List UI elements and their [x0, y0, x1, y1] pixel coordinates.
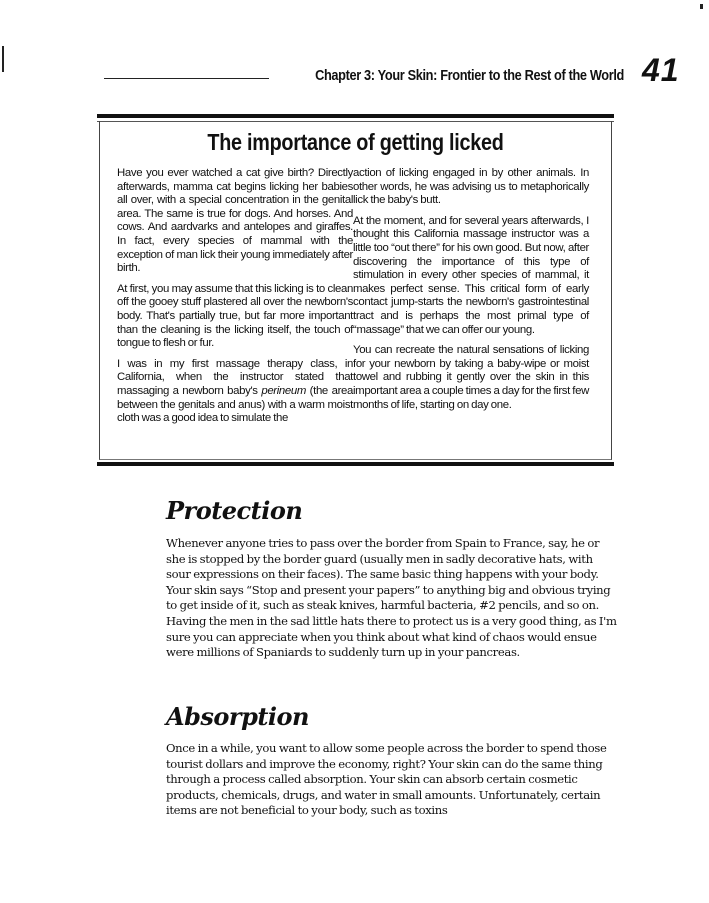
section-body-protection [166, 536, 618, 661]
running-title: Chapter 3: Your Skin: Frontier to the Rest of the World [315, 68, 624, 84]
body-paragraph: Whenever anyone tries to pass over the border from Spain to France, say, he or she is stopped by the border guard (usually men in sadly decorative hats, with sour expressions on their faces). The same basic thing happens with your body. Your skin says “Stop and present your papers” to anything big and obvious trying to get inside of it, such as steak knives, harmful bacteria, #2 pencils, and so on. Having the men in the sad little hats there to protect us is a very good thing, as I'm sure you can appreciate when you think about what kind of chaos would ensue were millions of Spaniards to suddenly turn up in your pancreas. [166, 536, 617, 660]
header-rule [104, 78, 269, 79]
sidebar-paragraph: At the moment, and for several years afterwards, I thought this California massage instructor was a little too “out there” for his own good. But now, after discovering the importance of this type of stimulation in every other species of mammal, it makes perfect sense. This critical form of early contact jump-starts the newborn's gastrointestinal tract and is perhaps the most primal type of “massage” that we can offer our young. [353, 214, 589, 336]
sidebar-box [97, 114, 614, 466]
sidebar-text: (the area between the genitals and anus) with a warm moist cloth was a good idea to simulate the [117, 384, 353, 425]
sidebar-bottom-rule [97, 462, 614, 466]
section-heading-protection: Protection [166, 496, 303, 525]
running-header [104, 58, 624, 84]
sidebar-title: The importance of getting licked [207, 129, 504, 155]
sidebar-paragraph [117, 358, 353, 426]
sidebar-paragraph: You can recreate the natural sensations of licking for your newborn by taking a baby-wipe or moist towel and rubbing it gently over the skin in this important area a couple times a day for the first few months of life, starting on day one. [353, 344, 589, 411]
sidebar-text: I was in my first massage therapy class, in California, when the instructor stated that massaging a newborn baby's [117, 357, 353, 397]
section-body-absorption [166, 741, 618, 819]
sidebar-term-perineum: perineum [261, 384, 307, 397]
sidebar-paragraph: action of licking engaged in by other animals. In other words, he was advising us to metaphorically lick the baby's butt. [353, 167, 589, 207]
sidebar-left-column [117, 167, 353, 433]
scan-edge-mark [2, 46, 4, 72]
page-number: 41 [642, 52, 680, 88]
sidebar-right-column [353, 167, 589, 419]
scan-corner-mark [700, 4, 703, 9]
sidebar-paragraph: Have you ever watched a cat give birth? Directly afterwards, mamma cat begins licking her babies all over, with a special concentration in the genital area. The same is true for dogs. And horses. And cows. And aardvarks and antelopes and giraffes. In fact, every species of mammal with the exception of man lick their young immediately after birth. [117, 167, 353, 275]
sidebar-top-rule [97, 114, 614, 118]
section-heading-absorption: Absorption [166, 702, 310, 731]
body-paragraph: Once in a while, you want to allow some people across the border to spend those tourist dollars and improve the economy, right? Your skin can do the same thing through a process called absorption. Your skin can absorb certain cosmetic products, chemicals, drugs, and water in small amounts. Unfortunately, certain items are not beneficial to your body, such as toxins [166, 741, 607, 818]
sidebar-paragraph: At first, you may assume that this licking is to clean off the gooey stuff plastered all over the newborn's body. That's partially true, but far more important than the cleaning is the licking itself, the touch of tongue to flesh or fur. [117, 282, 353, 350]
